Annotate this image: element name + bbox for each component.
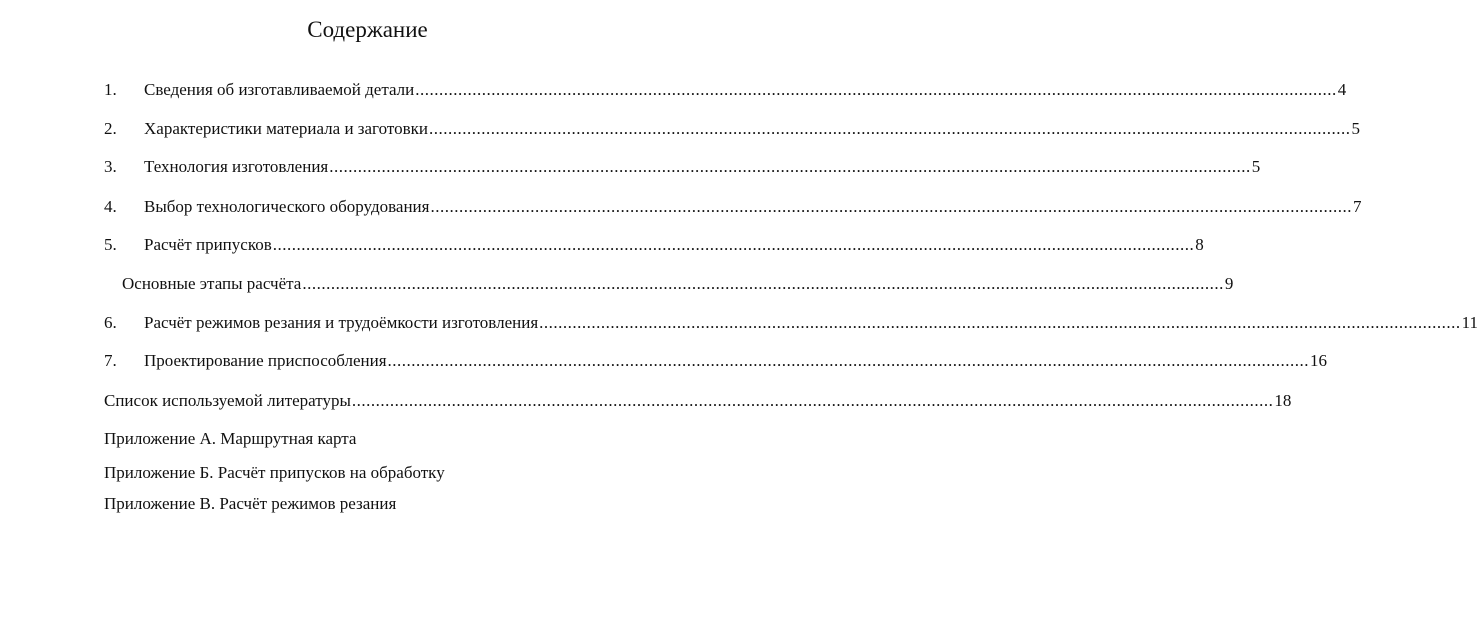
page-title: Содержание	[307, 17, 428, 42]
appendix-entry	[104, 462, 445, 484]
entry-text: Сведения об изготавливаемой детали	[144, 80, 415, 99]
dot-leader	[415, 79, 1337, 101]
toc-entry[interactable]	[104, 156, 1261, 178]
entry-text: Основные этапы расчёта	[122, 274, 302, 293]
entry-text: Характеристики материала и заготовки	[144, 119, 428, 138]
entry-page: 5	[1351, 119, 1360, 138]
toc-entry[interactable]	[104, 350, 1328, 372]
entry-page: 8	[1195, 235, 1204, 254]
appendix-entry	[104, 493, 396, 515]
dot-leader	[352, 390, 1274, 412]
entry-page: 5	[1251, 157, 1261, 176]
entry-page: 16	[1310, 351, 1328, 370]
entry-text: Технология изготовления	[144, 157, 329, 176]
entry-text: Список используемой литературы	[104, 391, 351, 410]
entry-number: 5.	[104, 235, 117, 254]
entry-text: Расчёт режимов резания и трудоёмкости изготовления	[144, 313, 539, 332]
toc-subentry[interactable]	[122, 273, 1234, 295]
dot-leader	[302, 273, 1224, 295]
toc-entry[interactable]	[104, 234, 1204, 256]
entry-text: Проектирование приспособления	[144, 351, 387, 370]
entry-number: 4.	[104, 197, 117, 216]
appendix-text: Приложение А. Маршрутная карта	[104, 429, 357, 448]
entry-page: 7	[1352, 197, 1362, 216]
entry-number: 6.	[104, 313, 117, 332]
appendix-text: Приложение Б. Расчёт припусков на обработку	[104, 463, 445, 482]
dot-leader	[430, 196, 1352, 218]
entry-page: 11	[1461, 313, 1478, 332]
entry-number: 7.	[104, 351, 117, 370]
entry-text: Расчёт припусков	[144, 235, 272, 254]
dot-leader	[273, 234, 1195, 256]
entry-number: 1.	[104, 80, 117, 99]
dot-leader	[388, 350, 1310, 372]
entry-page: 18	[1274, 391, 1292, 410]
appendix-entry	[104, 428, 356, 450]
toc-entry[interactable]	[104, 118, 1360, 140]
entry-number: 2.	[104, 119, 117, 138]
entry-page: 9	[1224, 274, 1234, 293]
toc-entry[interactable]	[104, 312, 1478, 334]
entry-number: 3.	[104, 157, 117, 176]
dot-leader	[429, 118, 1351, 140]
appendix-text: Приложение В. Расчёт режимов резания	[104, 494, 397, 513]
dot-leader	[539, 312, 1461, 334]
toc-entry[interactable]	[104, 390, 1292, 412]
entry-page: 4	[1337, 80, 1347, 99]
entry-text: Выбор технологического оборудования	[144, 197, 430, 216]
toc-entry[interactable]	[104, 196, 1362, 218]
toc-entry[interactable]	[104, 79, 1347, 101]
dot-leader	[329, 156, 1251, 178]
